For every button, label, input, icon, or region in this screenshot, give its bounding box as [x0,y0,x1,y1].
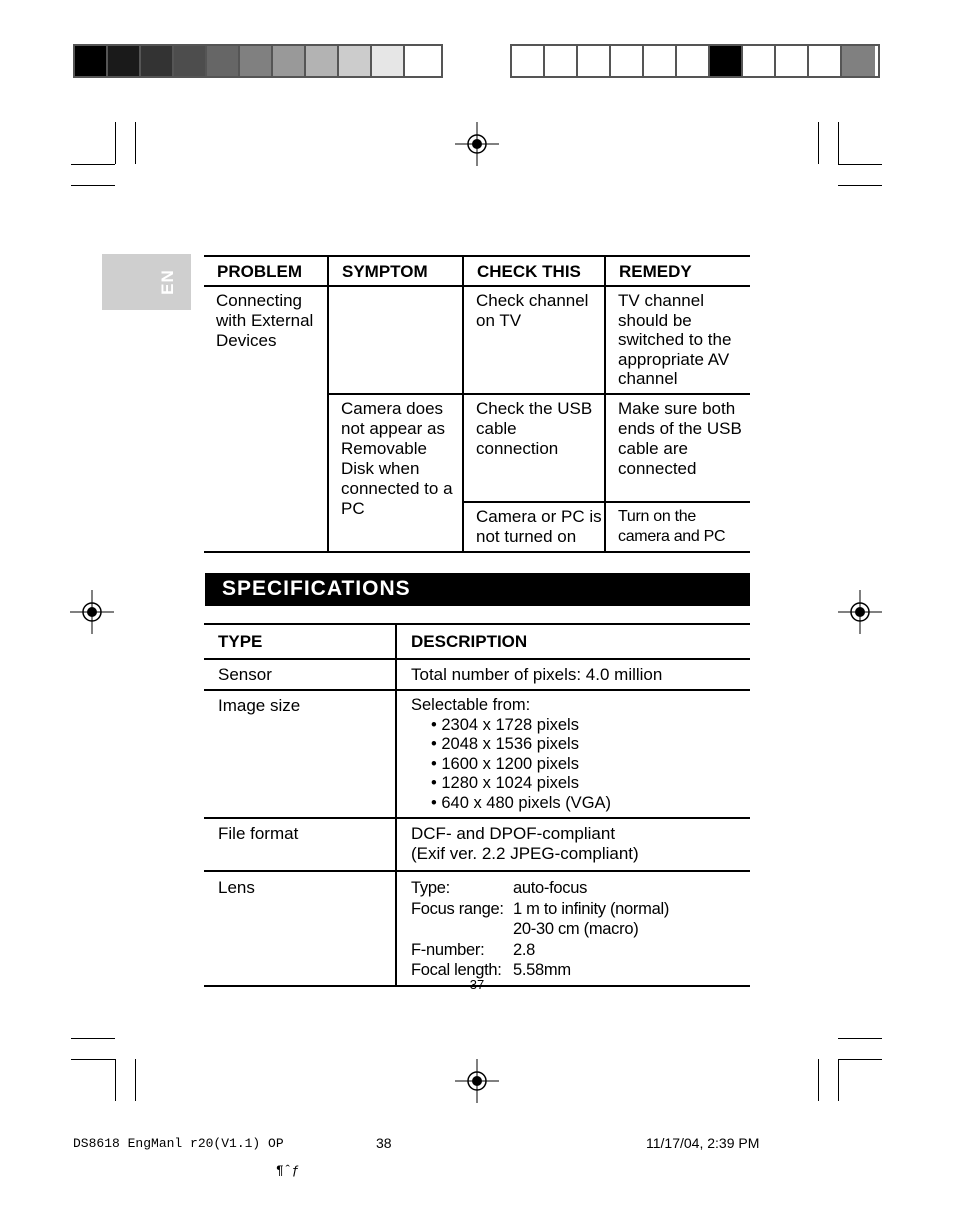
symptom-cell: Camera does not appear as Removable Disk when connected to a PC [328,394,463,552]
crop-mark [838,1059,882,1060]
specifications-table [204,623,750,987]
symptom-cell-empty [328,286,463,394]
problem-cell: Connecting with External Devices [204,286,328,552]
remedy-cell: Make sure both ends of the USB cable are connected [605,394,750,502]
header-check: CHECK THIS [463,256,605,286]
lens-key [411,919,513,940]
lens-value: auto-focus [513,879,588,897]
lens-row [411,899,742,920]
lens-row [411,878,742,899]
section-banner [205,573,750,606]
check-cell: Camera or PC is not turned on [463,502,605,552]
color-swatch [512,46,545,76]
color-swatch [677,46,710,76]
color-swatch [273,46,306,76]
footer-filename: DS8618 EngManl r20(V1.1) OP [73,1136,284,1151]
registration-mark-icon [70,590,114,634]
color-swatch [75,46,108,76]
header-problem: PROBLEM [204,256,328,286]
lens-value: 5.58mm [513,961,571,979]
color-swatch [306,46,339,76]
lens-key: F-number: [411,940,485,959]
crop-mark [838,1059,839,1101]
crop-mark [71,1059,115,1060]
color-swatch [545,46,578,76]
registration-mark-icon [455,1059,499,1103]
spec-description [396,818,750,871]
footer-glyphs: ¶ˆƒ [276,1163,300,1178]
spec-type: File format [204,818,396,871]
check-cell: Check channel on TV [463,286,605,394]
list-item: • 2304 x 1728 pixels [431,715,579,734]
color-swatch [611,46,644,76]
color-swatch [108,46,141,76]
registration-mark-icon [455,122,499,166]
lens-key: Focus range: [411,899,504,918]
color-swatch [776,46,809,76]
table-header-row [204,256,750,286]
crop-mark [71,185,115,186]
color-swatch [809,46,842,76]
header-remedy: REMEDY [605,256,750,286]
spec-description: Total number of pixels: 4.0 million [396,659,750,690]
table-header-row [204,624,750,659]
file-format-line: (Exif ver. 2.2 JPEG-compliant) [411,844,639,863]
crop-mark [71,1038,115,1039]
color-bar-left [73,44,443,78]
crop-mark [135,1059,136,1101]
footer-sheet-number: 38 [376,1135,392,1151]
remedy-cell: TV channel should be switched to the appropriate AV channel [605,286,750,394]
color-swatch [405,46,438,76]
registration-mark-icon [838,590,882,634]
crop-mark [838,1038,882,1039]
color-swatch [339,46,372,76]
crop-mark [838,122,839,164]
color-swatch [578,46,611,76]
color-swatch [141,46,174,76]
table-row [204,871,750,986]
spec-description [396,690,750,818]
lens-value: 2.8 [513,940,536,959]
table-row [204,690,750,818]
color-swatch [240,46,273,76]
crop-mark [71,164,115,165]
list-item: • 1280 x 1024 pixels [431,774,579,792]
page-number: 37 [469,977,485,992]
crop-mark [818,1059,819,1101]
spec-type: Sensor [204,659,396,690]
file-format-line: DCF- and DPOF-compliant [411,824,616,843]
image-size-intro: Selectable from: [411,696,531,714]
table-row [204,286,750,394]
troubleshooting-table [204,255,750,553]
color-swatch [710,46,743,76]
table-row [204,659,750,690]
header-type: TYPE [204,624,396,659]
check-cell: Check the USB cable connection [463,394,605,502]
color-swatch [743,46,776,76]
table-row [204,818,750,871]
crop-mark [115,1059,116,1101]
crop-mark [115,122,116,164]
lens-value: 1 m to infinity (normal) [513,899,670,918]
language-label: EN [158,269,177,295]
crop-mark [838,185,882,186]
lens-value: 20-30 cm (macro) [513,920,639,938]
header-symptom: SYMPTOM [328,256,463,286]
color-swatch [372,46,405,76]
remedy-cell: Turn on the camera and PC [605,502,750,552]
crop-mark [135,122,136,164]
lens-key: Focal length: [411,961,502,979]
crop-mark [838,164,882,165]
list-item: • 1600 x 1200 pixels [431,754,579,773]
color-bar-right [510,44,880,78]
lens-key: Type: [411,879,450,897]
color-swatch [174,46,207,76]
crop-mark [818,122,819,164]
spec-type: Lens [204,871,396,986]
color-swatch [842,46,875,76]
footer-timestamp: 11/17/04, 2:39 PM [646,1135,760,1151]
language-tab [102,254,191,310]
section-title: SPECIFICATIONS [222,577,411,600]
color-swatch [207,46,240,76]
color-swatch [644,46,677,76]
spec-type: Image size [204,690,396,818]
list-item: • 2048 x 1536 pixels [431,735,579,753]
spec-description [396,871,750,986]
lens-row [411,940,742,961]
lens-row [411,919,742,940]
list-item: • 640 x 480 pixels (VGA) [431,793,612,812]
header-description: DESCRIPTION [396,624,750,659]
